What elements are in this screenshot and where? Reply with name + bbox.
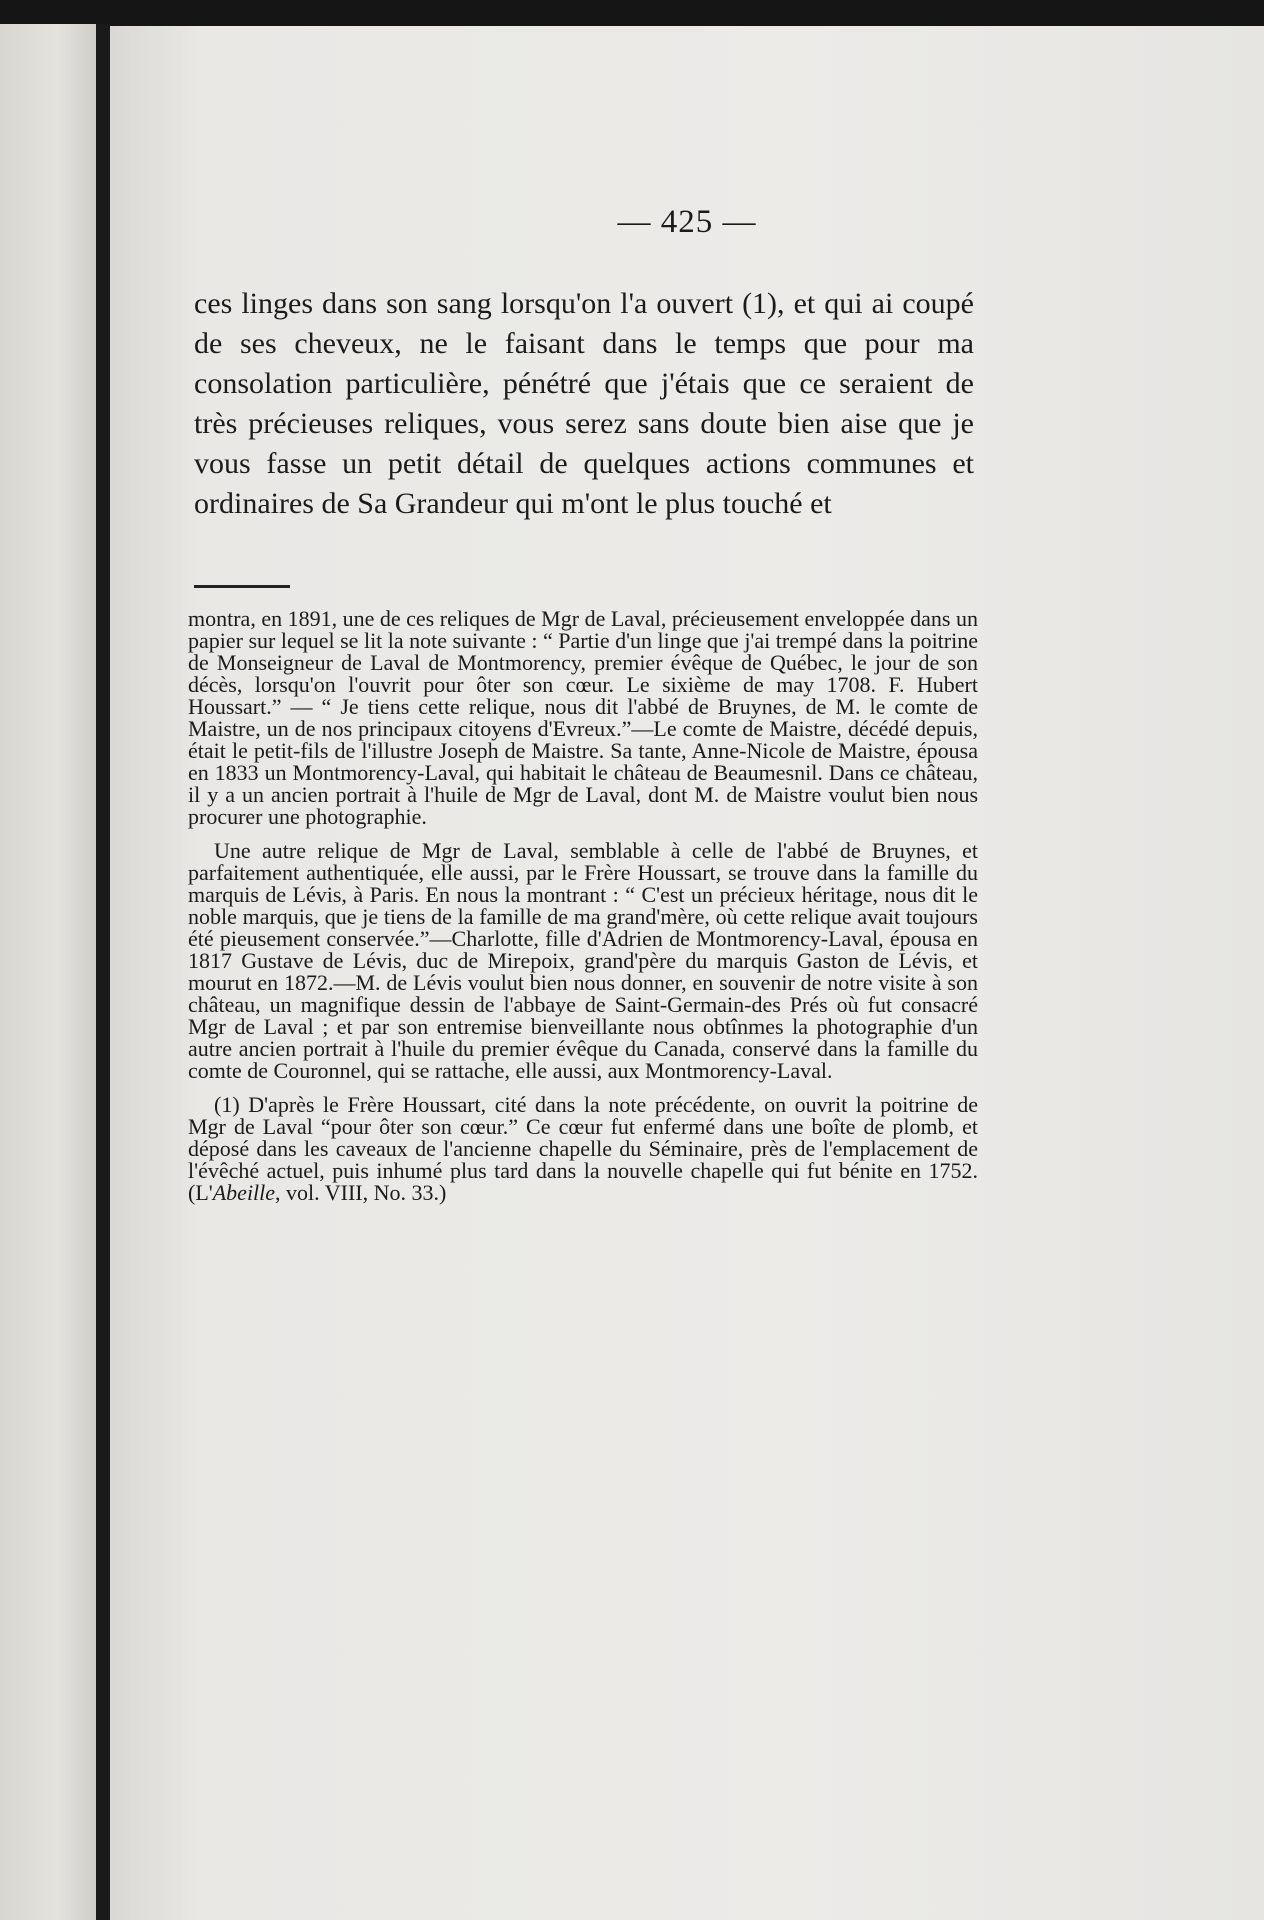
- book-page: [110, 26, 1264, 1920]
- footnote-paragraph: Une autre relique de Mgr de Laval, semblable à celle de l'abbé de Bruynes, et parfaitement authentiquée, elle aussi, par le Frère Houssart, se trouve dans la famille du marquis de Lévis, à Paris. En nous la montrant : “ C'est un précieux héritage, nous dit le noble marquis, que je tiens de la famille de ma grand'mère, où cette relique avait toujours été pieusement conservée.”—Charlotte, fille d'Adrien de Montmorency-Laval, épousa en 1817 Gustave de Lévis, duc de Mirepoix, grand'père du marquis Gaston de Lévis, et mourut en 1872.—M. de Lévis voulut bien nous donner, en souvenir de notre visite à son château, un magnifique dessin de l'abbaye de Saint-Germain-des Prés où fut consacré Mgr de Laval ; et par son entremise bienveillante nous obtînmes la photographie d'un autre ancien portrait à l'huile du premier évêque du Canada, conservé dans la famille du comte de Couronnel, qui se rattache, elle aussi, aux Montmorency-Laval.: [188, 838, 978, 1083]
- footnotes: [188, 608, 978, 1216]
- main-text: [194, 284, 974, 524]
- citation-end: , vol. VIII, No. 33.): [275, 1180, 447, 1205]
- citation-source: Abeille: [212, 1180, 276, 1205]
- main-paragraph: ces linges dans son sang lorsqu'on l'a ouvert (1), et qui ai coupé de ses cheveux, ne le faisant dans le temps que pour ma consolation particulière, pénétré que j'étais que ce seraient de très précieuses reliques, vous serez sans doute bien aise que je vous fasse un petit détail de quelques actions communes et ordinaires de Sa Grandeur qui m'ont le plus touché et: [194, 287, 974, 520]
- footnote-1: [188, 1094, 978, 1204]
- footnote-rule: [194, 585, 290, 588]
- book-gutter: [96, 24, 110, 1920]
- facing-page-edge: [0, 24, 96, 1920]
- footnote-1-text: (1) D'après le Frère Houssart, cité dans la note précédente, on ouvrit la poitrine de Mgr de Laval “pour ôter son cœur.” Ce cœur fut enfermé dans une boîte de plomb, et déposé dans les caveaux de l'ancienne chapelle du Séminaire, près de l'emplacement de l'évêché actuel, puis inhumé plus tard dans la nouvelle chapelle qui fut bénite en 1752. (L': [188, 1092, 978, 1205]
- scan-top-edge: [0, 0, 1264, 26]
- footnote-continued: montra, en 1891, une de ces reliques de Mgr de Laval, précieusement enveloppée dans un papier sur lequel se lit la note suivante : “ Partie d'un linge que j'ai trempé dans la poitrine de Monseigneur de Laval de Montmorency, premier évêque de Québec, le jour de son décès, lorsqu'on l'ouvrit pour ôter son cœur. Le sixième de may 1708. F. Hubert Houssart.” — “ Je tiens cette relique, nous dit l'abbé de Bruynes, de M. le comte de Maistre, un de nos principaux citoyens d'Evreux.”—Le comte de Maistre, décédé depuis, était le petit-fils de l'illustre Joseph de Maistre. Sa tante, Anne-Nicole de Maistre, épousa en 1833 un Montmorency-Laval, qui habitait le château de Beaumesnil. Dans ce château, il y a un ancien portrait à l'huile de Mgr de Laval, dont M. de Maistre voulut bien nous procurer une photographie.: [188, 606, 978, 829]
- page-number: — 425 —: [617, 204, 757, 240]
